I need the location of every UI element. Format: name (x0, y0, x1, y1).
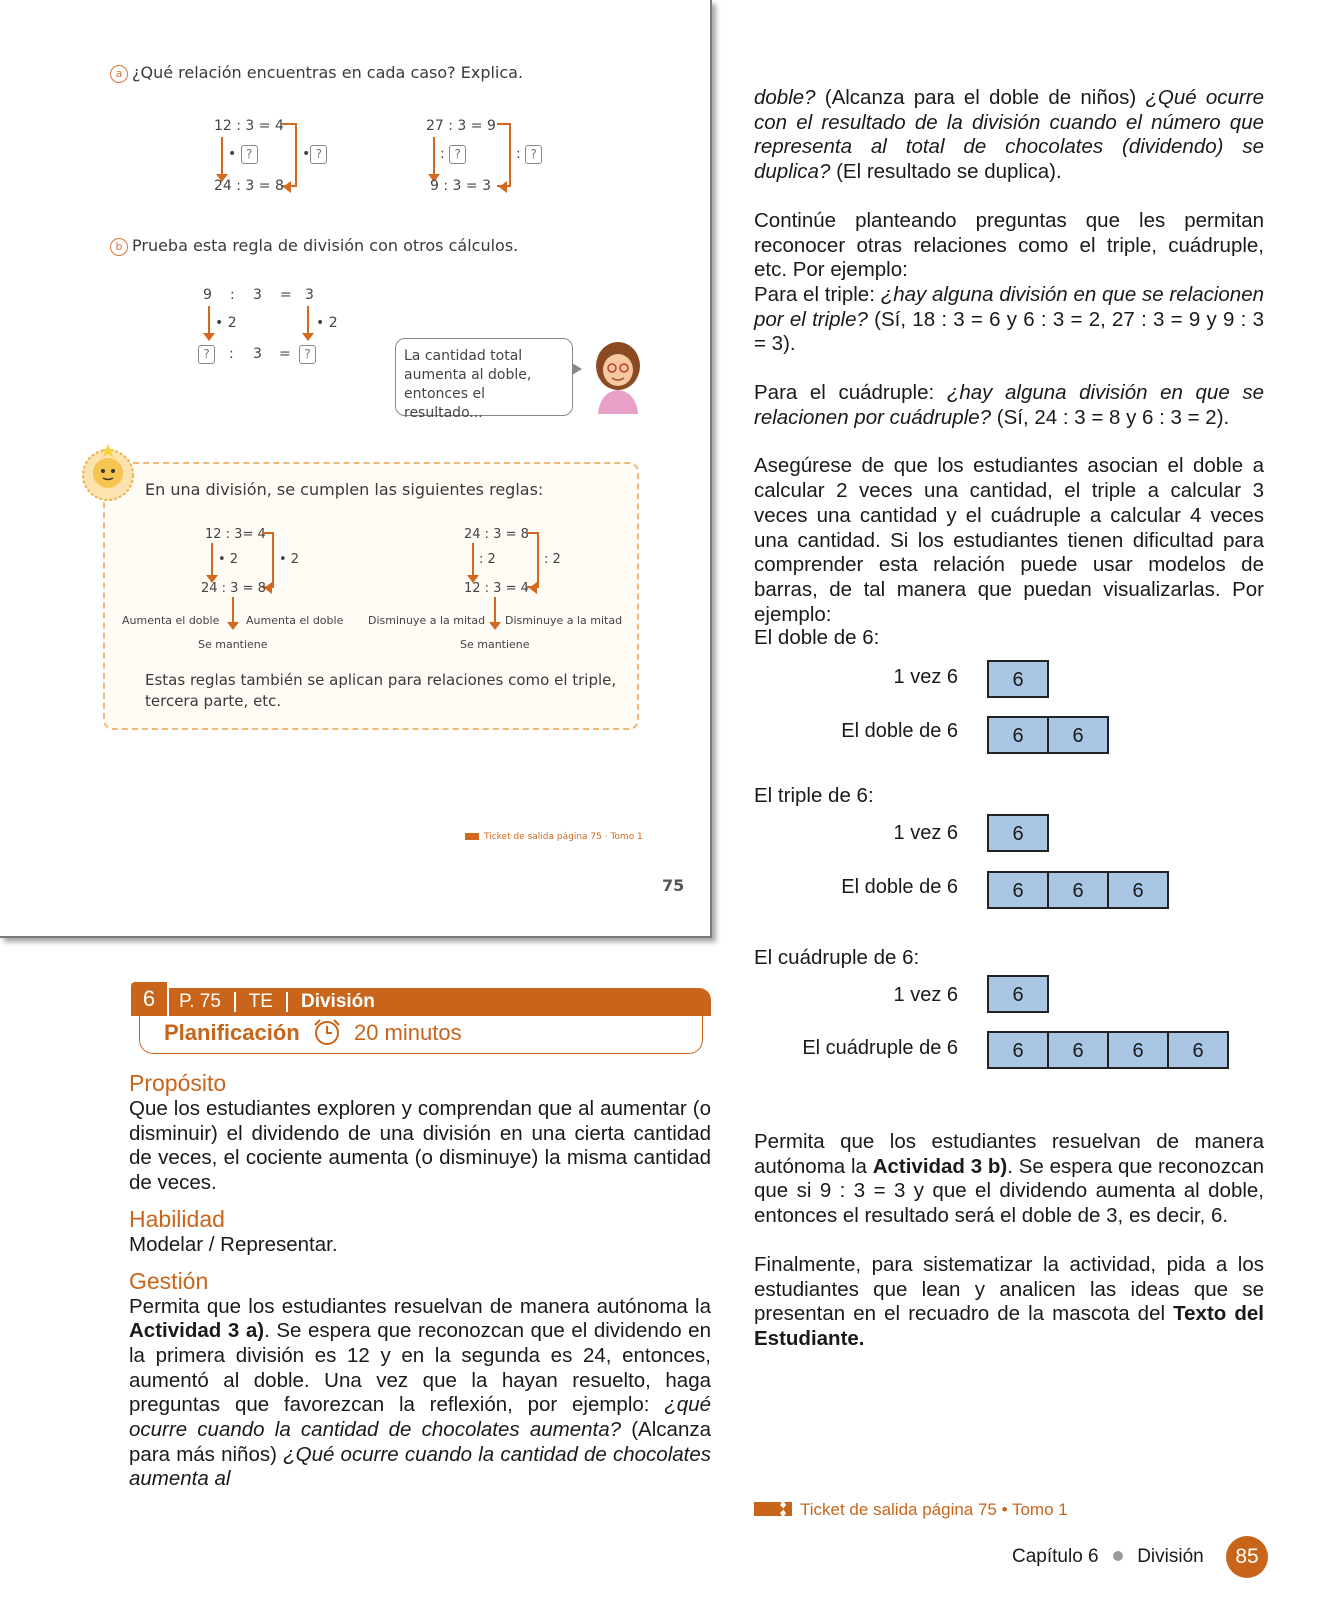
row-b-blank-2[interactable]: ? (299, 345, 316, 364)
divider (286, 992, 288, 1012)
eq2-bracket-arrow (499, 181, 507, 193)
paragraph-bar-models: Asegúrese de que los estudiantes asocian el doble a calcular 2 veces una cantidad, el triple a calcular 3 veces una cantidad y el cuádruple a calcular 4 veces una cantidad. Si los estudiantes tienen dificultad para comprender esta relación puede usar modelos de barras, de tal manera que puedan visualizarlas. Por ejemplo: (754, 454, 1264, 626)
rule2-right-label: Disminuye a la mitad (505, 614, 623, 627)
bar-model-triple-row1-label: 1 vez 6 (893, 822, 958, 844)
alarm-clock-icon (312, 1018, 342, 1046)
paragraph-finalmente: Finalmente, para sistematizar la actividad, pida a los estudiantes que lean y analicen las ideas que se presentan en el recuadro de la mascota del Texto del Estudiante. (754, 1252, 1264, 1350)
row-b-blank-1[interactable]: ? (198, 345, 215, 364)
eq1-left-op: • ? (228, 145, 258, 164)
item-b-text: Prueba esta regla de división con otros cálculos. (132, 236, 519, 255)
rule1-bottom: 24 : 3 = 8 (201, 581, 266, 596)
page-number-badge: 85 (1226, 1536, 1268, 1578)
bar-model-cuadruple-row1 (987, 975, 1049, 1013)
eq1-left-blank[interactable]: ? (241, 145, 258, 164)
rule2-right-op: : 2 (544, 552, 561, 567)
bar-model-doble-row2 (987, 716, 1109, 754)
bar-model-doble-row1 (987, 660, 1049, 698)
footer-topic: División (1137, 1546, 1204, 1567)
rule1-center-label: Se mantiene (198, 638, 268, 651)
rule2-center-arrow (494, 597, 496, 623)
right-column-bottom (754, 1130, 1264, 1352)
lesson-number: 6 (131, 982, 167, 1016)
rule2-left-op: : 2 (479, 552, 496, 567)
bullet-dot (1113, 1551, 1123, 1561)
eq1-right-op: • ? (302, 145, 327, 164)
eq1-top: 12 : 3 = 4 (214, 118, 284, 134)
bar-cell: 6 (987, 814, 1049, 852)
ticket-icon (465, 833, 479, 840)
eq1-right-blank[interactable]: ? (310, 145, 327, 164)
row-b-right-arrow (307, 306, 309, 334)
eq1-bracket-arrow (283, 181, 291, 193)
bar-cell: 6 (987, 716, 1049, 754)
duration: 20 minutos (353, 1020, 462, 1045)
right-column-top (754, 86, 1264, 627)
rule1-right-op: • 2 (279, 552, 300, 567)
bar-model-triple-row2-label: El doble de 6 (841, 876, 958, 898)
rule1-top: 12 : 3= 4 (205, 527, 266, 542)
bar-cell: 6 (987, 871, 1049, 909)
eq2-left-op: : ? (440, 145, 466, 164)
bar-cell: 6 (1167, 1031, 1229, 1069)
bar-cell: 6 (1107, 1031, 1169, 1069)
lesson-topic: División (300, 991, 375, 1012)
row-b-top: 9 : 3 = 3 (203, 287, 314, 303)
left-column (129, 1070, 711, 1492)
habilidad-heading: Habilidad (129, 1205, 225, 1232)
item-b-question (110, 236, 518, 256)
bar-cell: 6 (1047, 716, 1109, 754)
lesson-header (131, 982, 711, 1055)
te-label: TE (248, 991, 273, 1012)
bar-cell: 6 (1047, 871, 1109, 909)
gestion-text: Permita que los estudiantes resuelvan de manera autónoma la Actividad 3 a). Se espera que reconozcan que el dividendo en la primera división es 12 y en la segunda es 24, entonces, aumentó al doble. Una vez que la hayan resuelto, haga preguntas que favorezcan la reflexión, por ejemplo: ¿qué ocurre cuando la cantidad de chocolates aumenta? (Alcanza para más niños) ¿Qué ocurre cuando la cantidad de chocolates aumenta al (129, 1294, 712, 1491)
rule2-bracket-arrow (529, 582, 537, 594)
row-b-left-arrow (208, 306, 210, 334)
paragraph-cuadruple: Para el cuádruple: ¿hay alguna división en que se relacionen por cuádruple? (Sí, 24 : 3 = 8 y 6 : 3 = 2). (754, 381, 1264, 429)
bar-cell: 6 (987, 975, 1049, 1013)
habilidad-text: Modelar / Representar. (129, 1232, 338, 1256)
student-ticket: Ticket de salida página 75 · Tomo 1 (465, 832, 643, 842)
rule2-left-arrow (472, 543, 474, 576)
bar-model-cuadruple-row2-label: El cuádruple de 6 (802, 1037, 958, 1059)
eq2-bottom: 9 : 3 = 3 (430, 178, 491, 194)
bar-model-doble-title: El doble de 6: (754, 626, 880, 649)
rule2-bracket (527, 532, 539, 588)
eq2-down-arrow (433, 137, 435, 175)
bar-cell: 6 (1107, 871, 1169, 909)
divider (234, 992, 236, 1012)
rule1-left-label: Aumenta el doble (122, 614, 220, 627)
bar-cell: 6 (987, 1031, 1049, 1069)
rule2-top: 24 : 3 = 8 (464, 527, 529, 542)
mascot-icon (78, 443, 138, 503)
speech-bubble: La cantidad total aumenta al doble, entonces el resultado... (395, 338, 573, 416)
bar-cell: 6 (987, 660, 1049, 698)
rules-title: En una división, se cumplen las siguientes reglas: (145, 480, 544, 499)
rule2-bottom: 12 : 3 = 4 (464, 581, 529, 596)
eq2-right-op: : ? (516, 145, 542, 164)
bar-model-doble-row1-label: 1 vez 6 (893, 666, 958, 688)
rule2-center-label: Se mantiene (460, 638, 530, 651)
bar-model-triple-title: El triple de 6: (754, 784, 874, 807)
row-b-left-factor: • 2 (215, 315, 237, 331)
eq1-down-arrow (221, 137, 223, 175)
eq2-left-blank[interactable]: ? (449, 145, 466, 164)
eq2-right-blank[interactable]: ? (525, 145, 542, 164)
student-page-number: 75 (662, 876, 685, 895)
rule1-bracket (262, 532, 274, 588)
proposito-text: Que los estudiantes exploren y comprendan que al aumentar (o disminuir) el dividendo de una división en una cierta cantidad de veces, el cociente aumenta (o disminuye) la misma cantidad de veces. (129, 1097, 711, 1195)
item-a-question (110, 63, 523, 83)
rule1-left-op: • 2 (218, 552, 239, 567)
item-b-marker: b (110, 238, 128, 256)
paragraph-continue: Continúe planteando preguntas que les permitan reconocer otras relaciones como el triple, cuádruple, etc. Por ejemplo: (754, 208, 1264, 282)
page-ref: P. 75 (179, 991, 221, 1012)
rule1-left-arrow (211, 543, 213, 576)
eq2-bracket (497, 123, 511, 187)
row-b-right-factor: • 2 (316, 315, 338, 331)
bar-model-cuadruple-title: El cuádruple de 6: (754, 946, 920, 969)
bar-model-triple-row1 (987, 814, 1049, 852)
bar-model-cuadruple-row1-label: 1 vez 6 (893, 984, 958, 1006)
item-a-text: ¿Qué relación encuentras en cada caso? Explica. (132, 63, 524, 82)
teacher-ticket: Ticket de salida página 75 • Tomo 1 (754, 1500, 1068, 1520)
paragraph-triple: Para el triple: ¿hay alguna división en que se relacionen por el triple? (Sí, 18 : 3 = 6 y 6 : 3 = 2, 27 : 3 = 9 y 9 : 3 = 3). (754, 282, 1264, 356)
eq2-top: 27 : 3 = 9 (426, 118, 496, 134)
rule1-right-label: Aumenta el doble (246, 614, 344, 627)
rules-footer: Estas reglas también se aplican para relaciones como el triple, tercera parte, etc. (145, 671, 617, 710)
bar-model-triple-row2 (987, 871, 1169, 909)
girl-character-illustration (590, 338, 646, 414)
gestion-heading: Gestión (129, 1267, 209, 1294)
bar-model-cuadruple-row2 (987, 1031, 1229, 1069)
bar-cell: 6 (1047, 1031, 1109, 1069)
ticket-icon (754, 1500, 792, 1518)
rule1-center-arrow (232, 597, 234, 623)
paragraph-doble: doble? (Alcanza para el doble de niños) ¿Qué ocurre con el resultado de la división cuando el número que representa al total de chocolates (dividendo) se duplica? (El resultado se duplica). (754, 86, 1264, 184)
lesson-title-bar (169, 988, 711, 1016)
item-a-marker: a (110, 65, 128, 83)
paragraph-actividad-3b: Permita que los estudiantes resuelvan de manera autónoma la Actividad 3 b). Se espera que reconozcan que si 9 : 3 = 3 y que el dividendo aumenta al doble, entonces el resultado será el doble de 3, es decir, 6. (754, 1130, 1264, 1228)
bar-model-doble-row2-label: El doble de 6 (841, 720, 958, 742)
footer-chapter (1012, 1546, 1204, 1568)
planning-row (164, 1018, 462, 1046)
chapter-label: Capítulo 6 (1012, 1546, 1099, 1567)
student-book-page (0, 0, 712, 938)
planning-label: Planificación (164, 1020, 300, 1045)
proposito-heading: Propósito (129, 1070, 227, 1096)
rule2-left-label: Disminuye a la mitad (368, 614, 486, 627)
eq1-bottom: 24 : 3 = 8 (214, 178, 284, 194)
row-b-bottom: ? : 3 = ? (198, 345, 316, 364)
